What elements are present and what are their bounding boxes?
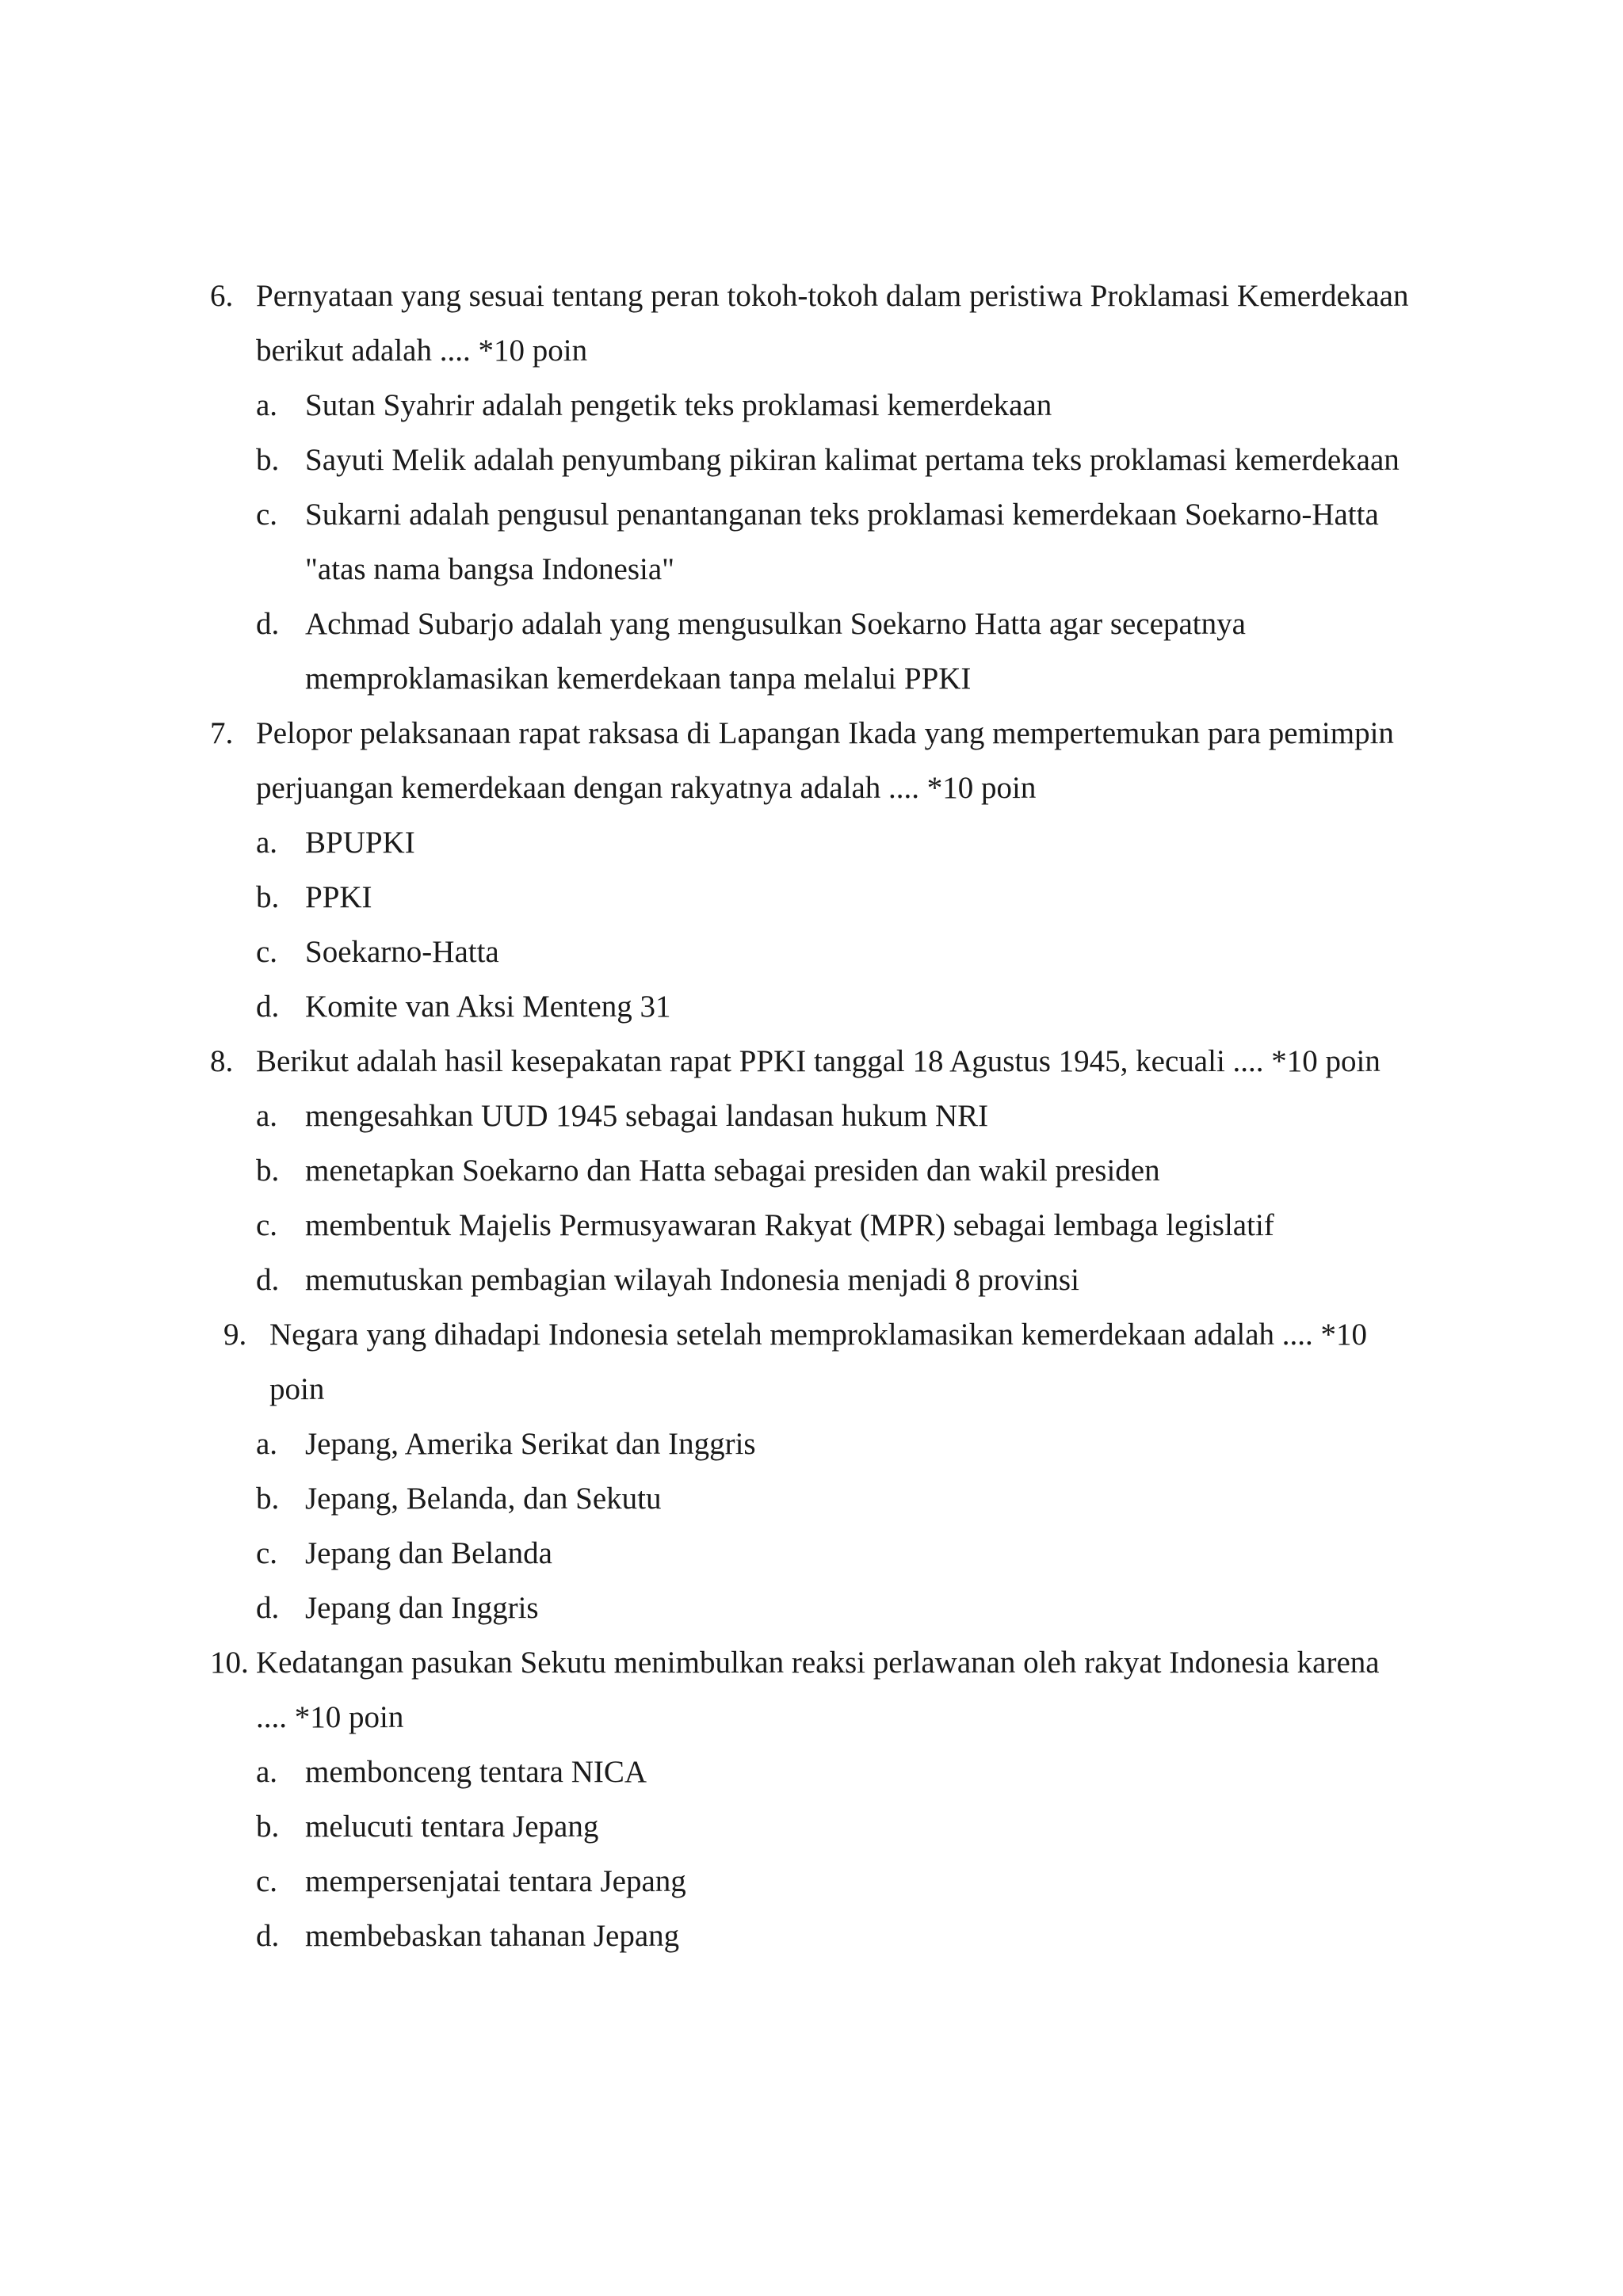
- question-text: Kedatangan pasukan Sekutu menimbulkan reaksi perlawanan oleh rakyat Indonesia karena: [256, 1646, 1380, 1680]
- option-text: memutuskan pembagian wilayah Indonesia menjadi 8 provinsi: [305, 1263, 1079, 1297]
- option-letter: c.: [256, 1536, 278, 1570]
- option-letter: c.: [256, 935, 278, 969]
- option-text: BPUPKI: [305, 826, 415, 860]
- question-text: Pernyataan yang sesuai tentang peran tokoh-tokoh dalam peristiwa Proklamasi Kemerdekaan: [256, 279, 1409, 313]
- question-number: 10.: [210, 1646, 249, 1680]
- question-number: 8.: [210, 1044, 234, 1078]
- option-text: membonceng tentara NICA: [305, 1755, 647, 1789]
- option-letter: a.: [256, 1427, 278, 1461]
- option-text: mempersenjatai tentara Jepang: [305, 1864, 686, 1898]
- question-number: 6.: [210, 279, 234, 313]
- option-letter: b.: [256, 443, 280, 477]
- option-text: Soekarno-Hatta: [305, 935, 499, 969]
- option-letter: a.: [256, 388, 278, 422]
- option-text: menetapkan Soekarno dan Hatta sebagai presiden dan wakil presiden: [305, 1154, 1160, 1188]
- question-text: Berikut adalah hasil kesepakatan rapat PPKI tanggal 18 Agustus 1945, kecuali .... *10 poin: [256, 1044, 1381, 1078]
- question-number: 7.: [210, 716, 234, 750]
- option-letter: d.: [256, 1263, 280, 1297]
- option-text: PPKI: [305, 880, 372, 914]
- option-letter: b.: [256, 1810, 280, 1844]
- question-text: berikut adalah .... *10 poin: [256, 334, 588, 368]
- option-letter: b.: [256, 1482, 280, 1516]
- option-text: mengesahkan UUD 1945 sebagai landasan hukum NRI: [305, 1099, 989, 1133]
- option-letter: a.: [256, 1099, 278, 1133]
- question-text: Negara yang dihadapi Indonesia setelah memproklamasikan kemerdekaan adalah .... *10: [269, 1318, 1368, 1352]
- option-text: melucuti tentara Jepang: [305, 1810, 599, 1844]
- option-text: membebaskan tahanan Jepang: [305, 1919, 680, 1953]
- option-letter: d.: [256, 1919, 280, 1953]
- option-letter: a.: [256, 1755, 278, 1789]
- option-letter: a.: [256, 826, 278, 860]
- question-text: perjuangan kemerdekaan dengan rakyatnya adalah .... *10 poin: [256, 771, 1037, 805]
- option-letter: d.: [256, 990, 280, 1024]
- option-text: Jepang dan Inggris: [305, 1591, 539, 1625]
- option-letter: b.: [256, 1154, 280, 1188]
- option-letter: c.: [256, 498, 278, 532]
- option-text: Jepang, Amerika Serikat dan Inggris: [305, 1427, 756, 1461]
- option-text: Komite van Aksi Menteng 31: [305, 990, 671, 1024]
- question-text: poin: [269, 1372, 325, 1406]
- question-text: .... *10 poin: [256, 1700, 404, 1734]
- option-text: Jepang dan Belanda: [305, 1536, 552, 1570]
- option-text: Achmad Subarjo adalah yang mengusulkan Soekarno Hatta agar secepatnya: [305, 607, 1246, 641]
- option-text: Sutan Syahrir adalah pengetik teks proklamasi kemerdekaan: [305, 388, 1052, 422]
- option-letter: d.: [256, 607, 280, 641]
- option-text: "atas nama bangsa Indonesia": [305, 552, 675, 586]
- option-text: Sayuti Melik adalah penyumbang pikiran kalimat pertama teks proklamasi kemerdekaan: [305, 443, 1400, 477]
- question-text: Pelopor pelaksanaan rapat raksasa di Lapangan Ikada yang mempertemukan para pemimpin: [256, 716, 1394, 750]
- option-text: memproklamasikan kemerdekaan tanpa melalui PPKI: [305, 662, 972, 696]
- option-letter: b.: [256, 880, 280, 914]
- option-letter: c.: [256, 1864, 278, 1898]
- option-letter: d.: [256, 1591, 280, 1625]
- option-text: Jepang, Belanda, dan Sekutu: [305, 1482, 662, 1516]
- option-text: Sukarni adalah pengusul penantanganan teks proklamasi kemerdekaan Soekarno-Hatta: [305, 498, 1379, 532]
- option-letter: c.: [256, 1208, 278, 1242]
- option-text: membentuk Majelis Permusyawaran Rakyat (MPR) sebagai lembaga legislatif: [305, 1208, 1274, 1242]
- question-number: 9.: [223, 1318, 247, 1352]
